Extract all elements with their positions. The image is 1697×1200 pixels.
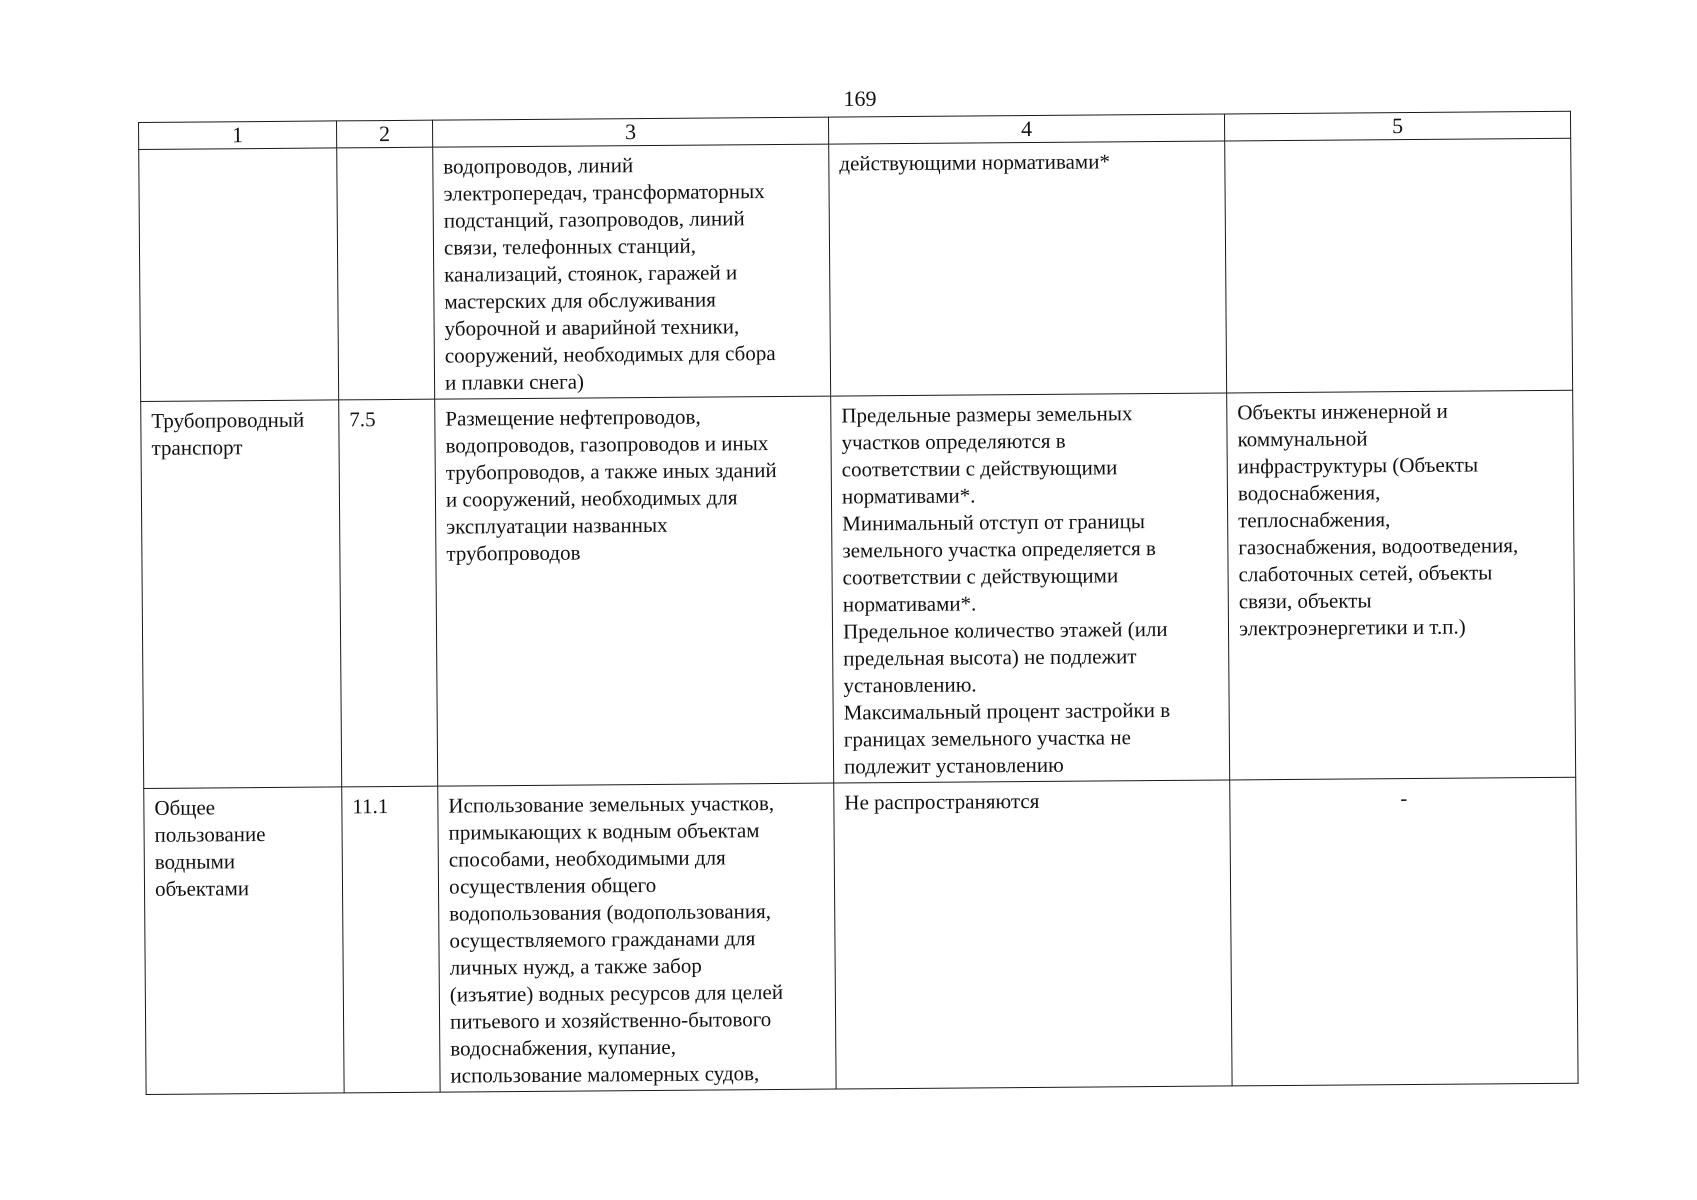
row-parameters: Предельные размеры земельных участков определяются в соответствии с действующими нормативами*. Минимальный отступ от границы земельного участка определяется в соответствии с действующими нормативами*. Предельное количество этажей (или предельная высота) не подлежит установлению. Максимальный процент застройки в границах земельного участка не подлежит установлению <box>831 393 1230 783</box>
row-objects <box>1225 138 1573 393</box>
row-objects: - <box>1230 777 1578 1086</box>
row-name <box>139 148 339 402</box>
row-parameters: действующими нормативами* <box>829 141 1227 396</box>
row-code <box>337 147 435 400</box>
header-col-4: 4 <box>828 114 1224 144</box>
row-objects: Объекты инженерной и коммунальной инфраструктуры (Объекты водоснабжения, теплоснабжения, газоснабжения, водоотведения, слаботочных сетей, объекты связи, объекты электроэнергетики и т.п.) <box>1227 390 1576 780</box>
row-name: Общее пользование водными объектами <box>144 787 344 1095</box>
header-col-3: 3 <box>432 117 828 147</box>
row-description: Размещение нефтепроводов, водопроводов, газопроводов и иных трубопроводов, а также иных зданий и сооружений, необходимых для эксплуатации названных трубопроводов <box>435 396 834 786</box>
header-col-1: 1 <box>139 121 337 150</box>
row-name: Трубопроводный транспорт <box>141 400 342 789</box>
row-parameters: Не распространяются <box>834 780 1232 1089</box>
table-row <box>141 390 1576 788</box>
header-col-2: 2 <box>336 120 432 148</box>
row-code: 11.1 <box>342 786 440 1093</box>
page-number: 169 <box>843 86 877 111</box>
row-description: водопроводов, линий электропередач, трансформаторных подстанций, газопроводов, линий связи, телефонных станций, канализаций, стоянок, гаражей и мастерских для обслуживания уборочной и аварийной техники, сооружений, необходимых для сбора и плавки снега) <box>433 144 831 399</box>
table-row <box>144 777 1578 1094</box>
row-code: 7.5 <box>339 399 438 787</box>
table-row <box>139 138 1573 401</box>
header-col-5: 5 <box>1224 111 1570 141</box>
zoning-table <box>138 111 1579 1095</box>
row-description: Использование земельных участков, примыкающих к водным объектам способами, необходимыми для осуществления общего водопользования (водопользования, осуществляемого гражданами для личных нужд, а также забор (изъятие) водных ресурсов для целей питьевого и хозяйственно-бытового водоснабжения, купание, использование маломерных судов, <box>438 783 836 1092</box>
